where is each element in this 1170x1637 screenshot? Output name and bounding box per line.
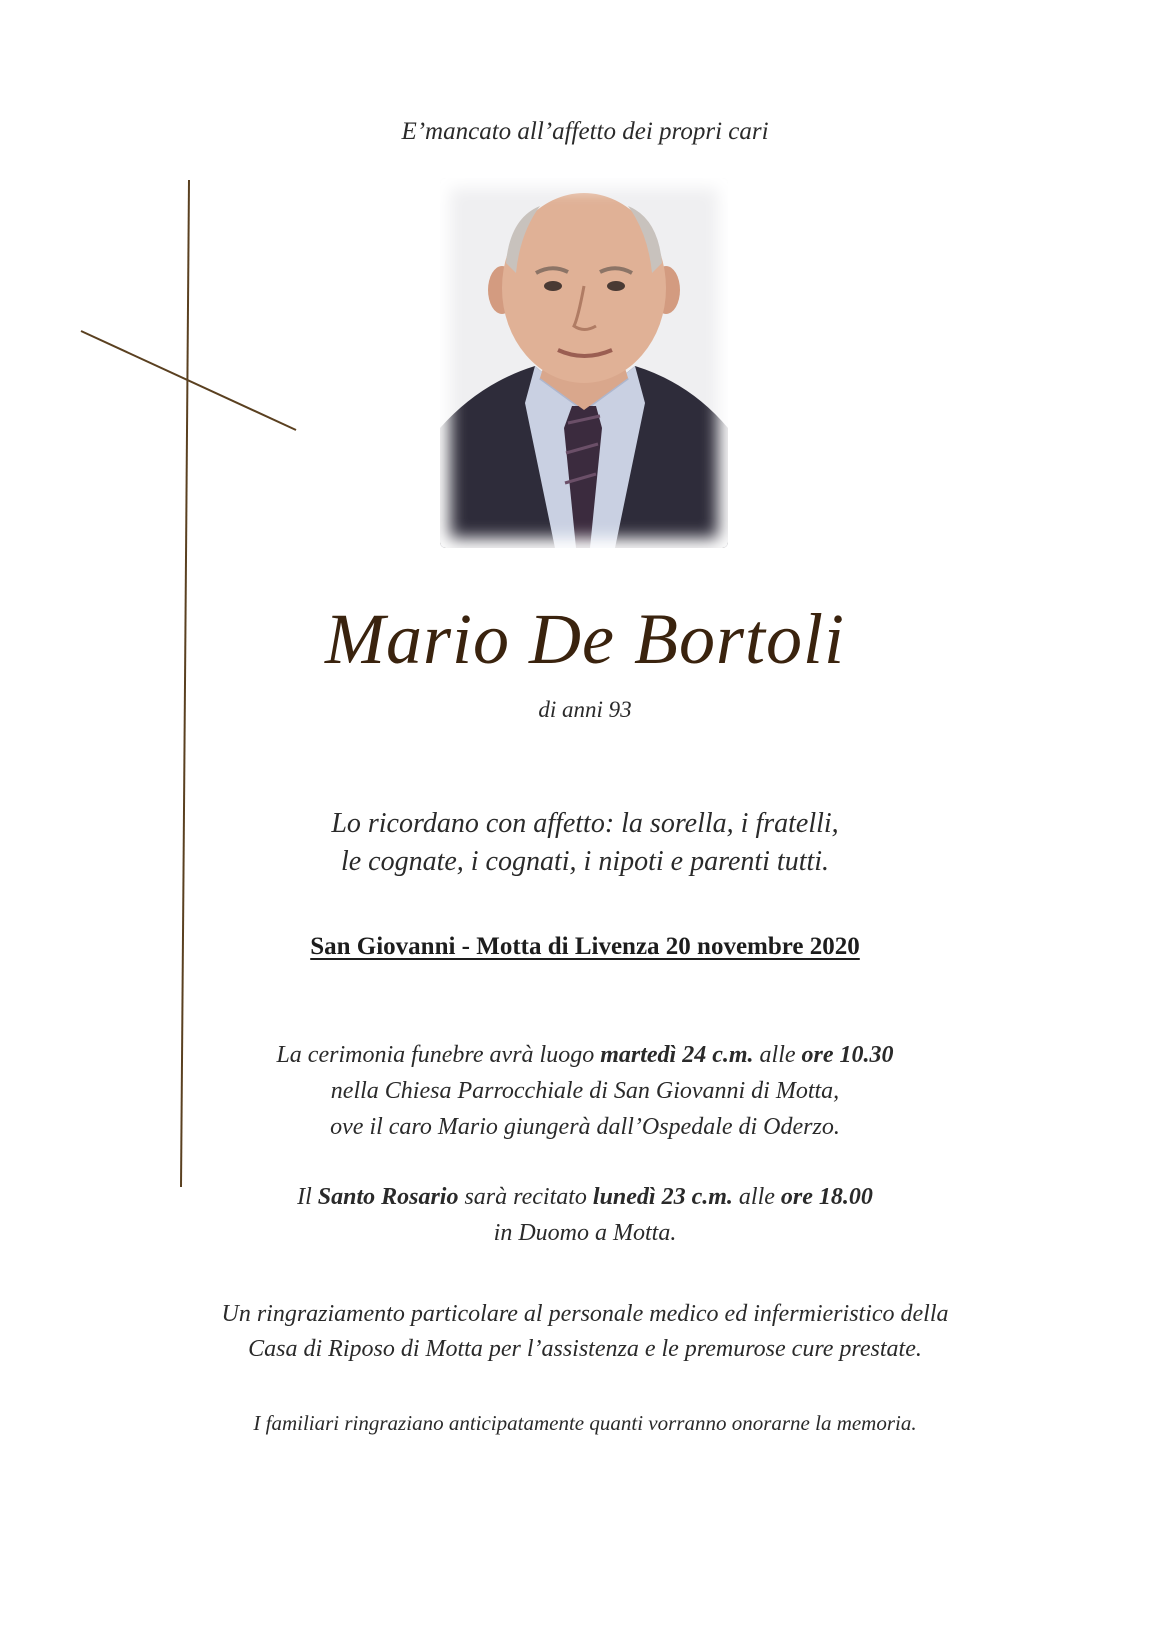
remembrance-line-2: le cognate, i cognati, i nipoti e parenti tutti. — [340, 846, 830, 877]
rosary-line-1 — [0, 1179, 1170, 1215]
portrait-photo — [440, 178, 728, 548]
rosary-line-2: in Duomo a Motta. — [493, 1220, 677, 1246]
intro-text: E’mancato all’affetto dei propri cari — [401, 118, 769, 145]
ceremony-text: alle — [753, 1042, 802, 1068]
rosary-title: Santo Rosario — [317, 1184, 459, 1210]
ceremony-info — [0, 1037, 1170, 1145]
ceremony-text: La cerimonia funebre avrà luogo — [276, 1042, 601, 1068]
rosary-info — [0, 1179, 1170, 1251]
ceremony-line-1 — [0, 1037, 1170, 1073]
deceased-age: di anni 93 — [538, 697, 632, 722]
deceased-name: Mario De Bortoli — [325, 599, 845, 679]
rosary-text: sarà recitato — [458, 1184, 593, 1210]
remembrance-line-1: Lo ricordano con affetto: la sorella, i fratelli, — [331, 808, 839, 839]
ceremony-day: martedì 24 c.m. — [600, 1042, 754, 1068]
thanks-text — [0, 1297, 1170, 1367]
remembrance-text — [0, 805, 1170, 881]
rosary-text: alle — [732, 1184, 781, 1210]
thanks-line-1: Un ringraziamento particolare al personale medico ed infermieristico della — [221, 1301, 949, 1327]
rosary-text: Il — [297, 1184, 318, 1210]
place-date-text: San Giovanni - Motta di Livenza 20 novembre 2020 — [310, 933, 860, 960]
place-date — [0, 933, 1170, 961]
thanks-line-2: Casa di Riposo di Motta per l’assistenza e le premurose cure prestate. — [248, 1336, 922, 1362]
ceremony-time: ore 10.30 — [801, 1042, 894, 1068]
rosary-time: ore 18.00 — [780, 1184, 873, 1210]
ceremony-line-2: nella Chiesa Parrocchiale di San Giovanni di Motta, — [330, 1078, 840, 1104]
family-thanks: I familiari ringraziano anticipatamente quanti vorranno onorarne la memoria. — [253, 1411, 917, 1435]
rosary-day: lunedì 23 c.m. — [592, 1184, 733, 1210]
ceremony-line-3: ove il caro Mario giungerà dall’Ospedale di Oderzo. — [330, 1114, 840, 1140]
